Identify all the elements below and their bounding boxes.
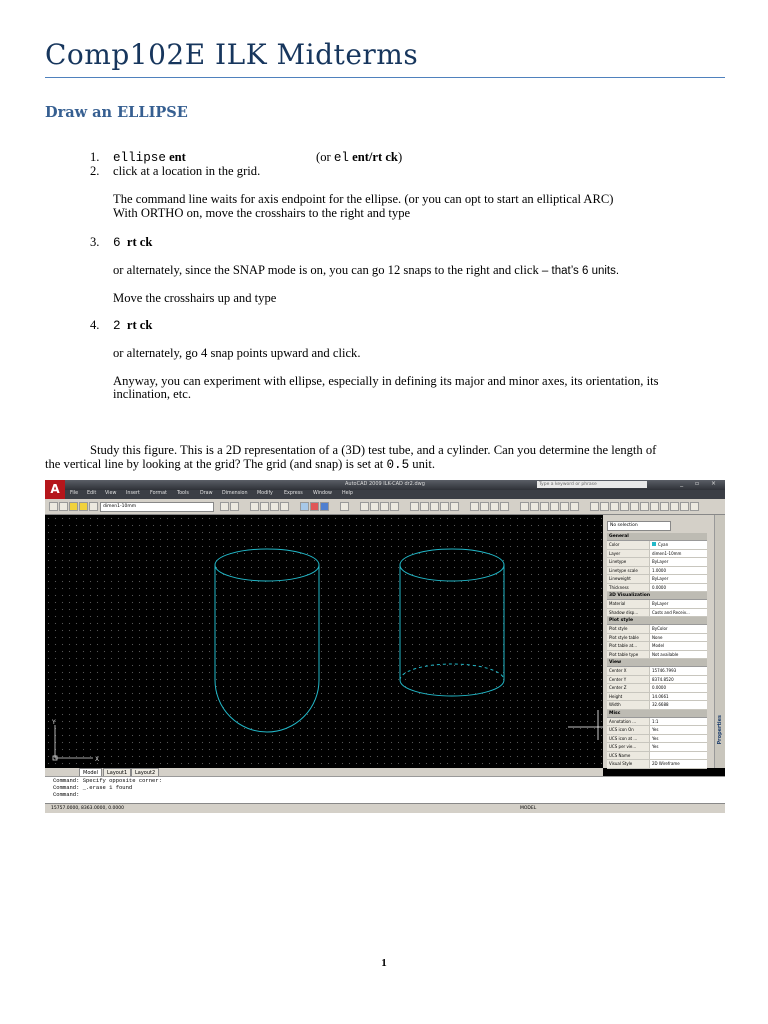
prop-row[interactable]	[607, 600, 707, 609]
menu-window[interactable]: Window	[313, 491, 332, 496]
tab-layout1[interactable]: Layout1	[103, 768, 131, 778]
prop-value: Yes	[652, 727, 659, 732]
prop-key: Color	[607, 541, 650, 549]
prop-value: 8374.8520	[652, 676, 674, 682]
prop-value: ByLayer	[652, 559, 669, 564]
prop-key: Layer	[607, 550, 650, 558]
insert-icon[interactable]	[680, 502, 689, 511]
join-icon[interactable]	[550, 502, 559, 511]
prop-row[interactable]	[607, 567, 707, 576]
layout-tabs	[45, 768, 603, 776]
prop-key: Annotation ...	[607, 718, 650, 726]
prop-value: 15746.7993	[652, 668, 677, 673]
extend-icon[interactable]	[530, 502, 539, 511]
prop-value: Model	[652, 643, 665, 648]
point-icon[interactable]	[660, 502, 669, 511]
menu-help[interactable]: Help	[342, 491, 353, 496]
prop-value: 32.6688	[652, 702, 669, 707]
prop-key: Shadow disp...	[607, 609, 650, 617]
section-view[interactable]: View	[607, 659, 707, 667]
paragraph-snap-main: or alternately, since the SNAP mode is on, you can go 12 snaps to the right and click	[113, 263, 542, 277]
menu-file[interactable]: File	[70, 491, 79, 496]
prop-key: UCS Name	[607, 752, 650, 760]
command-history-line: Command: Specify opposite corner:	[53, 777, 162, 784]
block-icon[interactable]	[670, 502, 679, 511]
paragraph-experiment-line1: Anyway, you can experiment with ellipse, especially in defining its major and minor axes, its orientation, its	[113, 374, 659, 388]
materials-icon[interactable]	[320, 502, 329, 511]
trim-icon[interactable]	[520, 502, 529, 511]
layer-dropdown[interactable]: dimen1-10mm	[100, 502, 214, 512]
step-2-text: click at a location in the grid.	[113, 164, 261, 178]
menu-insert[interactable]: Insert	[126, 491, 140, 496]
prop-value: 0.0000	[652, 685, 666, 690]
section-3d-visualization[interactable]: 3D Visualization	[607, 592, 707, 600]
prop-value: Casts and Receiv...	[652, 609, 690, 615]
selection-dropdown[interactable]: No selection	[607, 521, 671, 531]
prop-value: ByLayer	[652, 576, 669, 581]
study-line-1: Study this figure. This is a 2D representation of a (3D) test tube, and a cylinder. Can you determine the length of	[90, 443, 657, 457]
autocad-screenshot	[45, 480, 725, 813]
study-line-2	[45, 457, 435, 472]
prop-key: Linetype	[607, 558, 650, 566]
paragraph-axis-endpoint: The command line waits for axis endpoint for the ellipse. (or you can opt to start an elliptical ARC)	[113, 192, 614, 206]
prop-value: ByLayer	[652, 601, 669, 606]
prop-row[interactable]	[607, 760, 707, 769]
prop-value-text: Cyan	[658, 542, 669, 547]
step-1	[90, 150, 186, 165]
move-icon[interactable]	[470, 502, 479, 511]
menu-express[interactable]: Express	[284, 491, 303, 496]
step-2	[90, 164, 260, 178]
prop-key: Lineweight	[607, 575, 650, 583]
prop-row[interactable]	[607, 676, 707, 685]
paragraph-experiment-line2: inclination, etc.	[113, 387, 191, 401]
menu-tools[interactable]: Tools	[177, 491, 189, 496]
prop-key: Thickness	[607, 584, 650, 592]
section-heading: Draw an ELLIPSE	[45, 104, 188, 121]
section-misc[interactable]: Misc	[607, 710, 707, 718]
drawing-viewport[interactable]	[45, 515, 603, 768]
test-tube-top-ellipse	[215, 549, 319, 581]
prop-value: 1.0000	[652, 567, 666, 573]
gradient-icon[interactable]	[630, 502, 639, 511]
menu-dimension[interactable]: Dimension	[222, 491, 248, 496]
copy-icon[interactable]	[420, 502, 429, 511]
prop-row[interactable]	[607, 651, 707, 660]
tab-layout2[interactable]: Layout2	[131, 768, 159, 778]
prop-row[interactable]	[607, 735, 707, 744]
prop-value	[650, 541, 707, 549]
prop-row[interactable]	[607, 667, 707, 676]
spline-icon[interactable]	[600, 502, 609, 511]
palette-side-label: Properties	[717, 715, 723, 745]
alt-close: )	[397, 150, 403, 164]
cad-window-title: AutoCAD 2009 ILK-CAD dr2.dwg	[345, 481, 425, 487]
study-line-2-text: the vertical line by looking at the grid? The grid (and snap) is set at	[45, 457, 387, 471]
step-4-number: 4.	[90, 318, 100, 332]
prop-value: dimen1-10mm	[652, 550, 682, 556]
prop-key: Linetype scale	[607, 567, 650, 575]
polyline-icon[interactable]	[370, 502, 379, 511]
menu-modify[interactable]: Modify	[257, 491, 273, 496]
prop-value: ByColor	[652, 626, 668, 631]
prop-row[interactable]	[607, 625, 707, 634]
prop-key: UCS icon at ...	[607, 735, 650, 743]
prop-key: Width	[607, 701, 650, 709]
prop-row[interactable]	[607, 726, 707, 735]
prop-row[interactable]	[607, 743, 707, 752]
step-3-key: rt ck	[126, 235, 153, 249]
ucs-icon[interactable]	[340, 502, 349, 511]
step-4-command: 2	[113, 319, 121, 333]
break-icon[interactable]	[540, 502, 549, 511]
prop-row[interactable]	[607, 684, 707, 693]
region-icon[interactable]	[640, 502, 649, 511]
prop-key: Height	[607, 693, 650, 701]
section-plot-style[interactable]: Plot style	[607, 617, 707, 625]
zoom-realtime-icon[interactable]	[260, 502, 269, 511]
prop-row[interactable]	[607, 558, 707, 567]
layer-lock-icon[interactable]	[89, 502, 98, 511]
layer-previous-icon[interactable]	[230, 502, 239, 511]
zoom-previous-icon[interactable]	[280, 502, 289, 511]
prop-row[interactable]	[607, 718, 707, 727]
paragraph-snap-units: – that’s 6 units.	[541, 265, 620, 277]
step-2-number: 2.	[90, 164, 100, 178]
autocad-logo-icon[interactable]: A	[45, 480, 65, 499]
ellipse-icon[interactable]	[590, 502, 599, 511]
step-3-command: 6	[113, 236, 121, 250]
prop-key: Material	[607, 600, 650, 608]
prop-value: 0.0000	[652, 584, 666, 590]
step-4	[90, 318, 152, 333]
model-space-button[interactable]: MODEL	[520, 806, 537, 811]
menu-format[interactable]: Format	[150, 491, 167, 496]
erase-icon[interactable]	[410, 502, 419, 511]
pan-icon[interactable]	[250, 502, 259, 511]
hatch-icon[interactable]	[620, 502, 629, 511]
fillet-icon[interactable]	[570, 502, 579, 511]
prop-key: Center X	[607, 667, 650, 675]
grid-value: 0.5	[386, 458, 410, 472]
properties-table	[607, 533, 707, 769]
page-number: 1	[381, 957, 387, 969]
section-general[interactable]: General	[607, 533, 707, 541]
palette-side-bar[interactable]	[714, 515, 725, 768]
prop-row[interactable]	[607, 752, 707, 761]
step-1-key: ent	[169, 150, 186, 164]
ucs-y-label: Y	[52, 719, 56, 726]
visual-style-icon[interactable]	[300, 502, 309, 511]
cad-menu-bar	[65, 490, 725, 499]
prop-key: Plot table type	[607, 651, 650, 659]
prop-key: Plot style table	[607, 634, 650, 642]
layer-freeze-icon[interactable]	[79, 502, 88, 511]
prop-key: UCS per vie...	[607, 743, 650, 751]
properties-palette	[603, 515, 725, 768]
prop-row[interactable]	[607, 584, 707, 593]
mtext-icon[interactable]	[690, 502, 699, 511]
prop-row[interactable]	[607, 642, 707, 651]
mirror-icon[interactable]	[430, 502, 439, 511]
line-icon[interactable]	[360, 502, 369, 511]
tab-model[interactable]: Model	[79, 768, 102, 778]
menu-view[interactable]: View	[105, 491, 117, 496]
step-4-key: rt ck	[126, 318, 153, 332]
cyan-swatch-icon	[652, 542, 656, 546]
cylinder-body	[400, 565, 504, 696]
paragraph-snap	[113, 263, 619, 278]
prop-key: Center Z	[607, 684, 650, 692]
prop-value: None	[652, 634, 663, 640]
prop-key: Visual Style	[607, 760, 650, 768]
table-icon[interactable]	[650, 502, 659, 511]
prop-key: UCS icon On	[607, 726, 650, 734]
array-icon[interactable]	[450, 502, 459, 511]
title-divider	[45, 77, 725, 78]
prop-value: Not available	[652, 651, 679, 657]
alt-key: ent/rt ck	[352, 150, 398, 164]
paragraph-move-up: Move the crosshairs up and type	[113, 291, 277, 305]
prop-value: Yes	[652, 735, 659, 741]
crosshair-cursor	[568, 710, 603, 740]
prop-row[interactable]	[607, 693, 707, 702]
layer-state-icon[interactable]	[59, 502, 68, 511]
step-3-number: 3.	[90, 235, 100, 249]
menu-draw[interactable]: Draw	[200, 491, 213, 496]
cursor-coordinates: 15757.0000, 8363.0000, 0.0000	[51, 806, 124, 811]
command-line[interactable]	[45, 776, 725, 804]
render-icon[interactable]	[310, 502, 319, 511]
prop-row[interactable]	[607, 609, 707, 618]
prop-key: Plot style	[607, 625, 650, 633]
layer-properties-icon[interactable]	[49, 502, 58, 511]
prop-value: 2D Wireframe	[652, 761, 680, 766]
prop-value: 1:1	[652, 718, 659, 724]
layer-on-icon[interactable]	[69, 502, 78, 511]
ucs-axis-icon	[53, 725, 93, 760]
alt-command: el	[333, 151, 349, 165]
zoom-window-icon[interactable]	[270, 502, 279, 511]
alt-open: (or	[316, 150, 334, 164]
command-history-line: Command: _.erase 1 found	[53, 784, 133, 791]
status-bar	[45, 803, 725, 813]
prop-value: 14.0661	[652, 693, 669, 699]
test-tube-body	[215, 565, 319, 732]
arc-icon[interactable]	[390, 502, 399, 511]
step-3	[90, 235, 152, 250]
step-1-command: ellipse	[113, 151, 166, 165]
stretch-icon[interactable]	[500, 502, 509, 511]
prop-row[interactable]	[607, 575, 707, 584]
paragraph-snap-up: or alternately, go 4 snap points upward and click.	[113, 346, 361, 360]
study-line-2-unit: unit.	[409, 457, 436, 471]
cad-toolbar	[45, 499, 725, 515]
cylinder-hidden-edge	[400, 664, 504, 680]
rotate-icon[interactable]	[480, 502, 489, 511]
cad-title-bar	[45, 480, 725, 490]
revcloud-icon[interactable]	[610, 502, 619, 511]
cad-search-input[interactable]: Type a keyword or phrase	[537, 481, 647, 488]
ucs-x-label: X	[95, 756, 100, 763]
prop-row[interactable]	[607, 550, 707, 559]
command-prompt[interactable]: Command:	[53, 791, 80, 798]
paragraph-ortho: With ORTHO on, move the crosshairs to the right and type	[113, 206, 411, 220]
prop-key: Center Y	[607, 676, 650, 684]
prop-key: Plot table at...	[607, 642, 650, 650]
offset-icon[interactable]	[440, 502, 449, 511]
cylinder-top-ellipse	[400, 549, 504, 581]
prop-row[interactable]	[607, 634, 707, 643]
prop-row[interactable]	[607, 541, 707, 550]
cad-window-buttons[interactable]: _ ▫ ×	[680, 480, 721, 487]
drawing-canvas	[45, 515, 603, 768]
make-current-icon[interactable]	[220, 502, 229, 511]
prop-row[interactable]	[607, 701, 707, 710]
menu-edit[interactable]: Edit	[87, 491, 97, 496]
scale-icon[interactable]	[490, 502, 499, 511]
chamfer-icon[interactable]	[560, 502, 569, 511]
step-1-number: 1.	[90, 150, 100, 164]
page-title: Comp102E ILK Midterms	[45, 38, 419, 71]
prop-value: Yes	[652, 744, 659, 749]
circle-icon[interactable]	[380, 502, 389, 511]
step-1-alternative	[316, 150, 402, 165]
prop-value	[650, 752, 707, 760]
